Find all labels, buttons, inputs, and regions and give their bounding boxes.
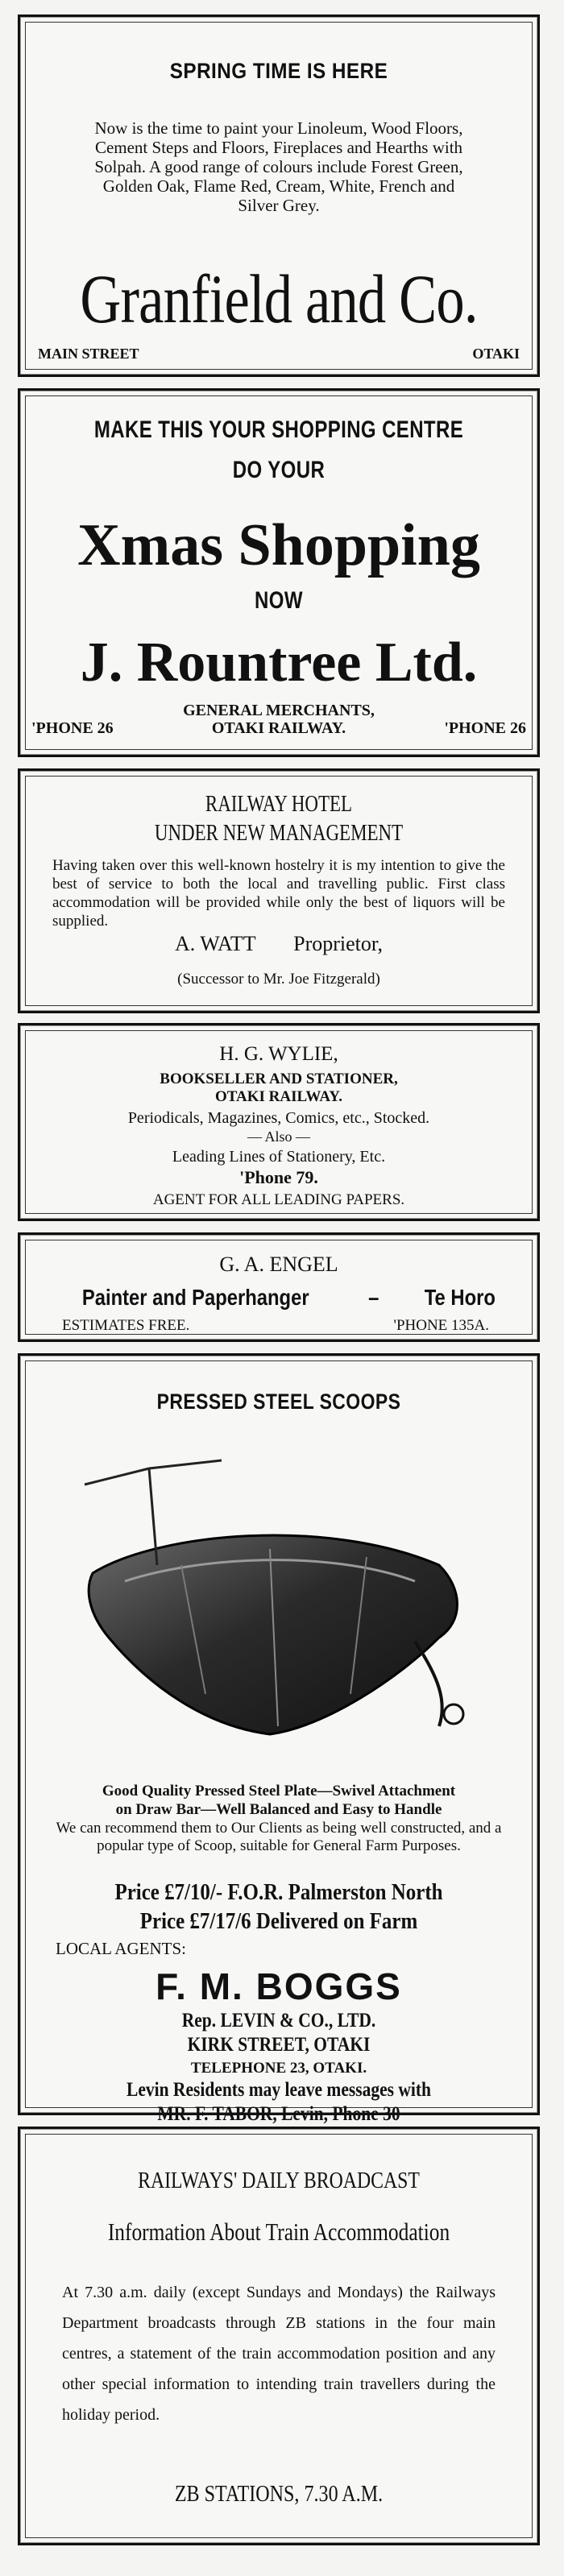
ad-phone: 'PHONE 135A. xyxy=(393,1317,489,1334)
levin-note-2: MR. F. TABOR, Levin, Phone 30 xyxy=(157,2103,400,2125)
ad-title: PRESSED STEEL SCOOPS xyxy=(156,1389,401,1414)
ad-footer: ZB STATIONS, 7.30 A.M. xyxy=(174,2482,384,2507)
ad-estimates: ESTIMATES FREE. xyxy=(62,1317,190,1334)
ad-wylie xyxy=(18,1023,540,1221)
ad-subtitle: UNDER NEW MANAGEMENT xyxy=(154,821,404,846)
company-subtitle: GENERAL MERCHANTS, xyxy=(183,702,375,719)
street: MAIN STREET xyxy=(38,346,139,362)
scoop-illustration xyxy=(60,1436,496,1775)
successor-note: (Successor to Mr. Joe Fitzgerald) xyxy=(177,971,380,988)
ad-subtitle: Information About Train Accommodation xyxy=(107,2218,450,2246)
ad-also: — Also — xyxy=(247,1129,310,1145)
signature-row xyxy=(20,932,537,956)
ad-agent: AGENT FOR ALL LEADING PAPERS. xyxy=(152,1191,405,1208)
ad-engel xyxy=(18,1232,540,1342)
agent-name: F. M. BOGGS xyxy=(156,1965,402,2007)
phone-right: 'PHONE 26 xyxy=(444,719,526,737)
ad-railways-broadcast xyxy=(18,2127,540,2545)
ad-trade: BOOKSELLER AND STATIONER, xyxy=(160,1071,398,1087)
ad-body: Having taken over this well-known hostelry it is my intention to give the best of service to both the local and travelling public. First class accommodation will be provided while only the best of liquors will be supplied. xyxy=(52,857,505,930)
ad-name: H. G. WYLIE, xyxy=(219,1043,338,1065)
town: OTAKI xyxy=(472,346,520,362)
levin-note-1: Levin Residents may leave messages with xyxy=(126,2079,432,2101)
trade-row xyxy=(62,1285,502,1311)
agent-rep: Rep. LEVIN & CO., LTD. xyxy=(181,2010,376,2031)
proprietor-name: A. WATT xyxy=(174,932,256,955)
agent-telephone: TELEPHONE 23, OTAKI. xyxy=(190,2060,367,2077)
ad-line-4: NOW xyxy=(255,587,303,614)
location: OTAKI RAILWAY. xyxy=(211,719,346,737)
price-1: Price £7/10/- F.O.R. Palmerston North xyxy=(114,1879,443,1905)
estimate-row xyxy=(62,1317,489,1335)
company-name: Granfield and Co. xyxy=(80,260,478,338)
price-2: Price £7/17/6 Delivered on Farm xyxy=(139,1908,418,1934)
local-agents-label: LOCAL AGENTS: xyxy=(56,1939,186,1958)
ad-feature-2: on Draw Bar—Well Balanced and Easy to Handle xyxy=(115,1801,442,1818)
ad-title: RAILWAYS' DAILY BROADCAST xyxy=(138,2168,420,2193)
ad-body: Now is the time to paint your Linoleum, Wood Floors, Cement Steps and Floors, Fireplaces and Hearths with Solpah. A good range of colours include Forest Green, Golden Oak, Flame Red, Cream, White, French and Silver Grey. xyxy=(94,118,463,215)
ad-line-1: Periodicals, Magazines, Comics, etc., Stocked. xyxy=(127,1109,430,1127)
ad-steel-scoops xyxy=(18,1353,540,2125)
phone-left: 'PHONE 26 xyxy=(31,719,114,737)
ad-place: Te Horo xyxy=(425,1285,496,1310)
ad-line-1: MAKE THIS YOUR SHOPPING CENTRE xyxy=(93,416,464,443)
ad-feature-1: Good Quality Pressed Steel Plate—Swivel Attachment xyxy=(102,1783,456,1799)
ad-body: At 7.30 a.m. daily (except Sundays and Mondays) the Railways Department broadcasts through ZB stations in the four main centres, a statement of the train accommodation position and any other special information to intending train travellers during the holiday period. xyxy=(62,2284,496,2424)
ad-title: RAILWAY HOTEL xyxy=(205,792,353,817)
phone-row xyxy=(31,719,526,738)
address-row xyxy=(38,346,520,362)
ad-place: OTAKI RAILWAY. xyxy=(214,1088,343,1105)
ad-name: G. A. ENGEL xyxy=(219,1253,338,1276)
ad-headline: Xmas Shopping xyxy=(77,512,480,578)
ad-line-2: DO YOUR xyxy=(232,457,326,483)
agent-street: KIRK STREET, OTAKI xyxy=(187,2034,371,2056)
company-name: J. Rountree Ltd. xyxy=(80,632,478,694)
ad-railway-hotel xyxy=(18,768,540,1013)
ad-trade: Painter and Paperhanger xyxy=(81,1285,309,1310)
dash: – xyxy=(368,1285,379,1310)
ad-phone: 'Phone 79. xyxy=(239,1167,318,1187)
ad-description: We can recommend them to Our Clients as being well constructed, and a popular type of Scoop, suitable for General Farm Purposes. xyxy=(56,1820,502,1854)
proprietor-role: Proprietor, xyxy=(293,932,383,955)
ad-granfield xyxy=(18,14,540,377)
ad-line-2: Leading Lines of Stationery, Etc. xyxy=(172,1148,386,1166)
ad-heading: SPRING TIME IS HERE xyxy=(169,59,388,83)
ad-rountree xyxy=(18,388,540,757)
